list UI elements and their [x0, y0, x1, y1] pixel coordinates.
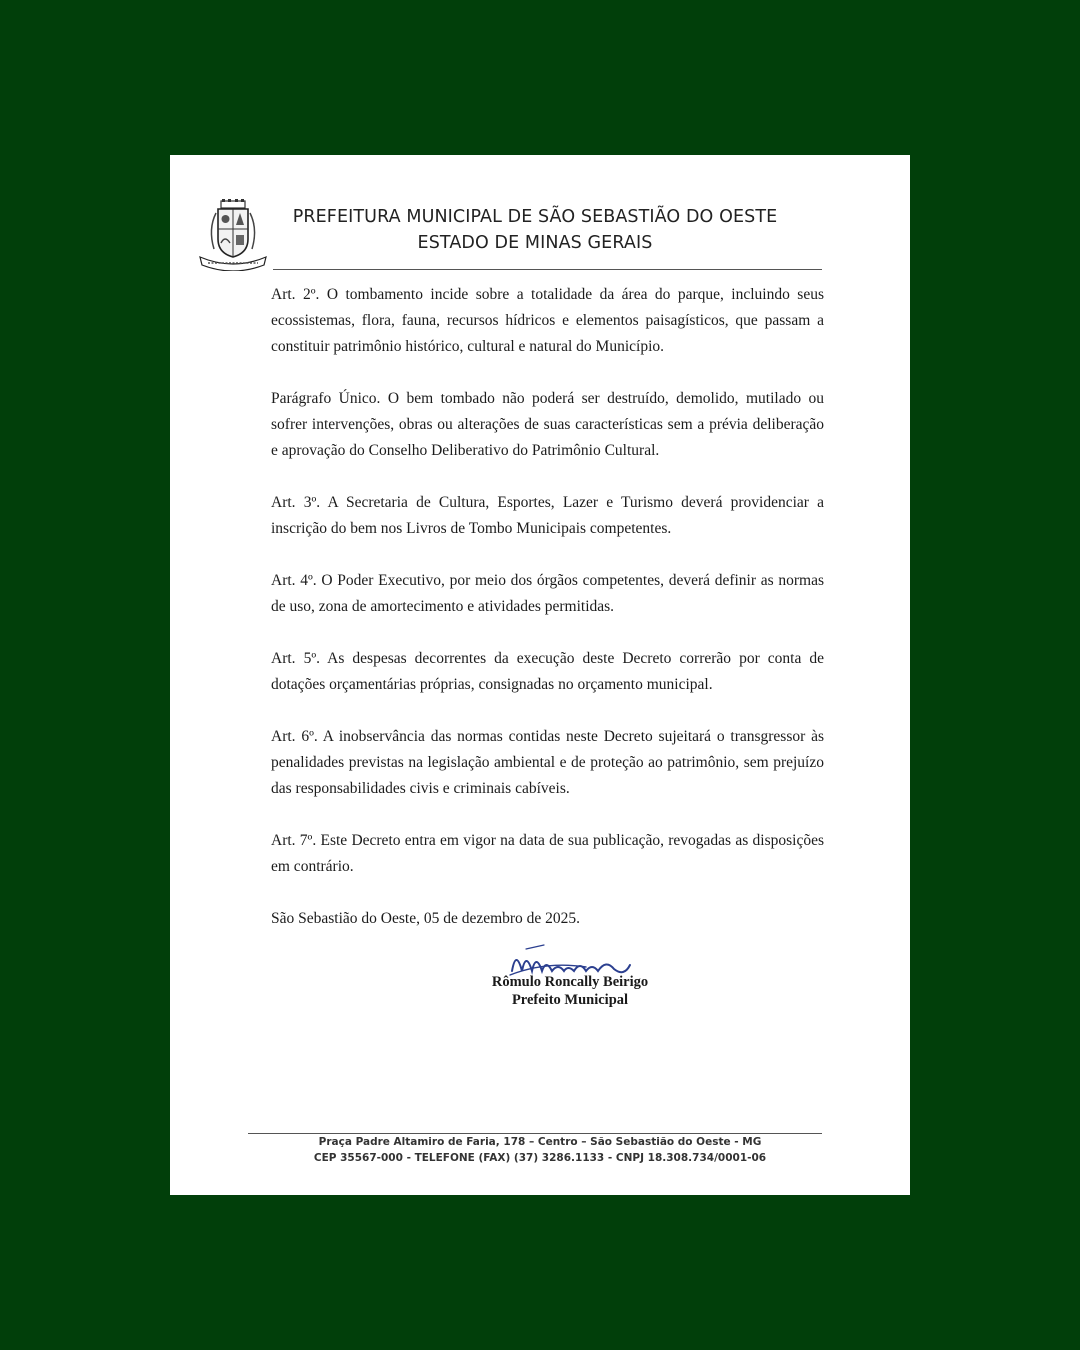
signer-name: Rômulo Roncally Beirigo: [491, 974, 649, 990]
header-divider: [273, 269, 822, 270]
signer-role: Prefeito Municipal: [511, 992, 629, 1008]
article-6: Art. 6º. A inobservância das normas contidas neste Decreto sujeitará o transgressor às penalidades previstas na legislação ambiental e de proteção ao patrimônio, sem prejuízo das responsabilidades civis e criminais cabíveis.: [271, 728, 824, 797]
article-5: Art. 5º. As despesas decorrentes da execução deste Decreto correrão por conta de dotações orçamentárias próprias, consignadas no orçamento municipal.: [271, 650, 824, 693]
footer-contact: CEP 35567-000 - TELEFONE (FAX) (37) 3286.1133 - CNPJ 18.308.734/0001-06: [313, 1152, 767, 1164]
page-subtitle: ESTADO DE MINAS GERAIS: [417, 233, 653, 253]
document-page: [170, 155, 910, 1195]
footer-address: Praça Padre Altamiro de Faria, 178 – Centro – São Sebastião do Oeste - MG: [318, 1136, 762, 1148]
page-title: PREFEITURA MUNICIPAL DE SÃO SEBASTIÃO DO OESTE: [292, 207, 778, 227]
article-2: Art. 2º. O tombamento incide sobre a totalidade da área do parque, incluindo seus ecossistemas, flora, fauna, recursos hídricos e elementos paisagísticos, que passam a constituir patrimônio histórico, cultural e natural do Município.: [271, 286, 824, 355]
footer-divider: [248, 1133, 822, 1134]
paragrafo-unico: Parágrafo Único. O bem tombado não poderá ser destruído, demolido, mutilado ou sofrer intervenções, obras ou alterações de suas características sem a prévia deliberação e aprovação do Conselho Deliberativo do Patrimônio Cultural.: [271, 390, 824, 459]
place-and-date: São Sebastião do Oeste, 05 de dezembro de 2025.: [271, 910, 581, 927]
article-3: Art. 3º. A Secretaria de Cultura, Esportes, Lazer e Turismo deverá providenciar a inscrição do bem nos Livros de Tombo Municipais competentes.: [271, 494, 824, 537]
article-7: Art. 7º. Este Decreto entra em vigor na data de sua publicação, revogadas as disposições em contrário.: [271, 832, 824, 875]
article-4: Art. 4º. O Poder Executivo, por meio dos órgãos competentes, deverá definir as normas de uso, zona de amortecimento e atividades permitidas.: [271, 572, 824, 615]
document-body: [271, 282, 824, 958]
